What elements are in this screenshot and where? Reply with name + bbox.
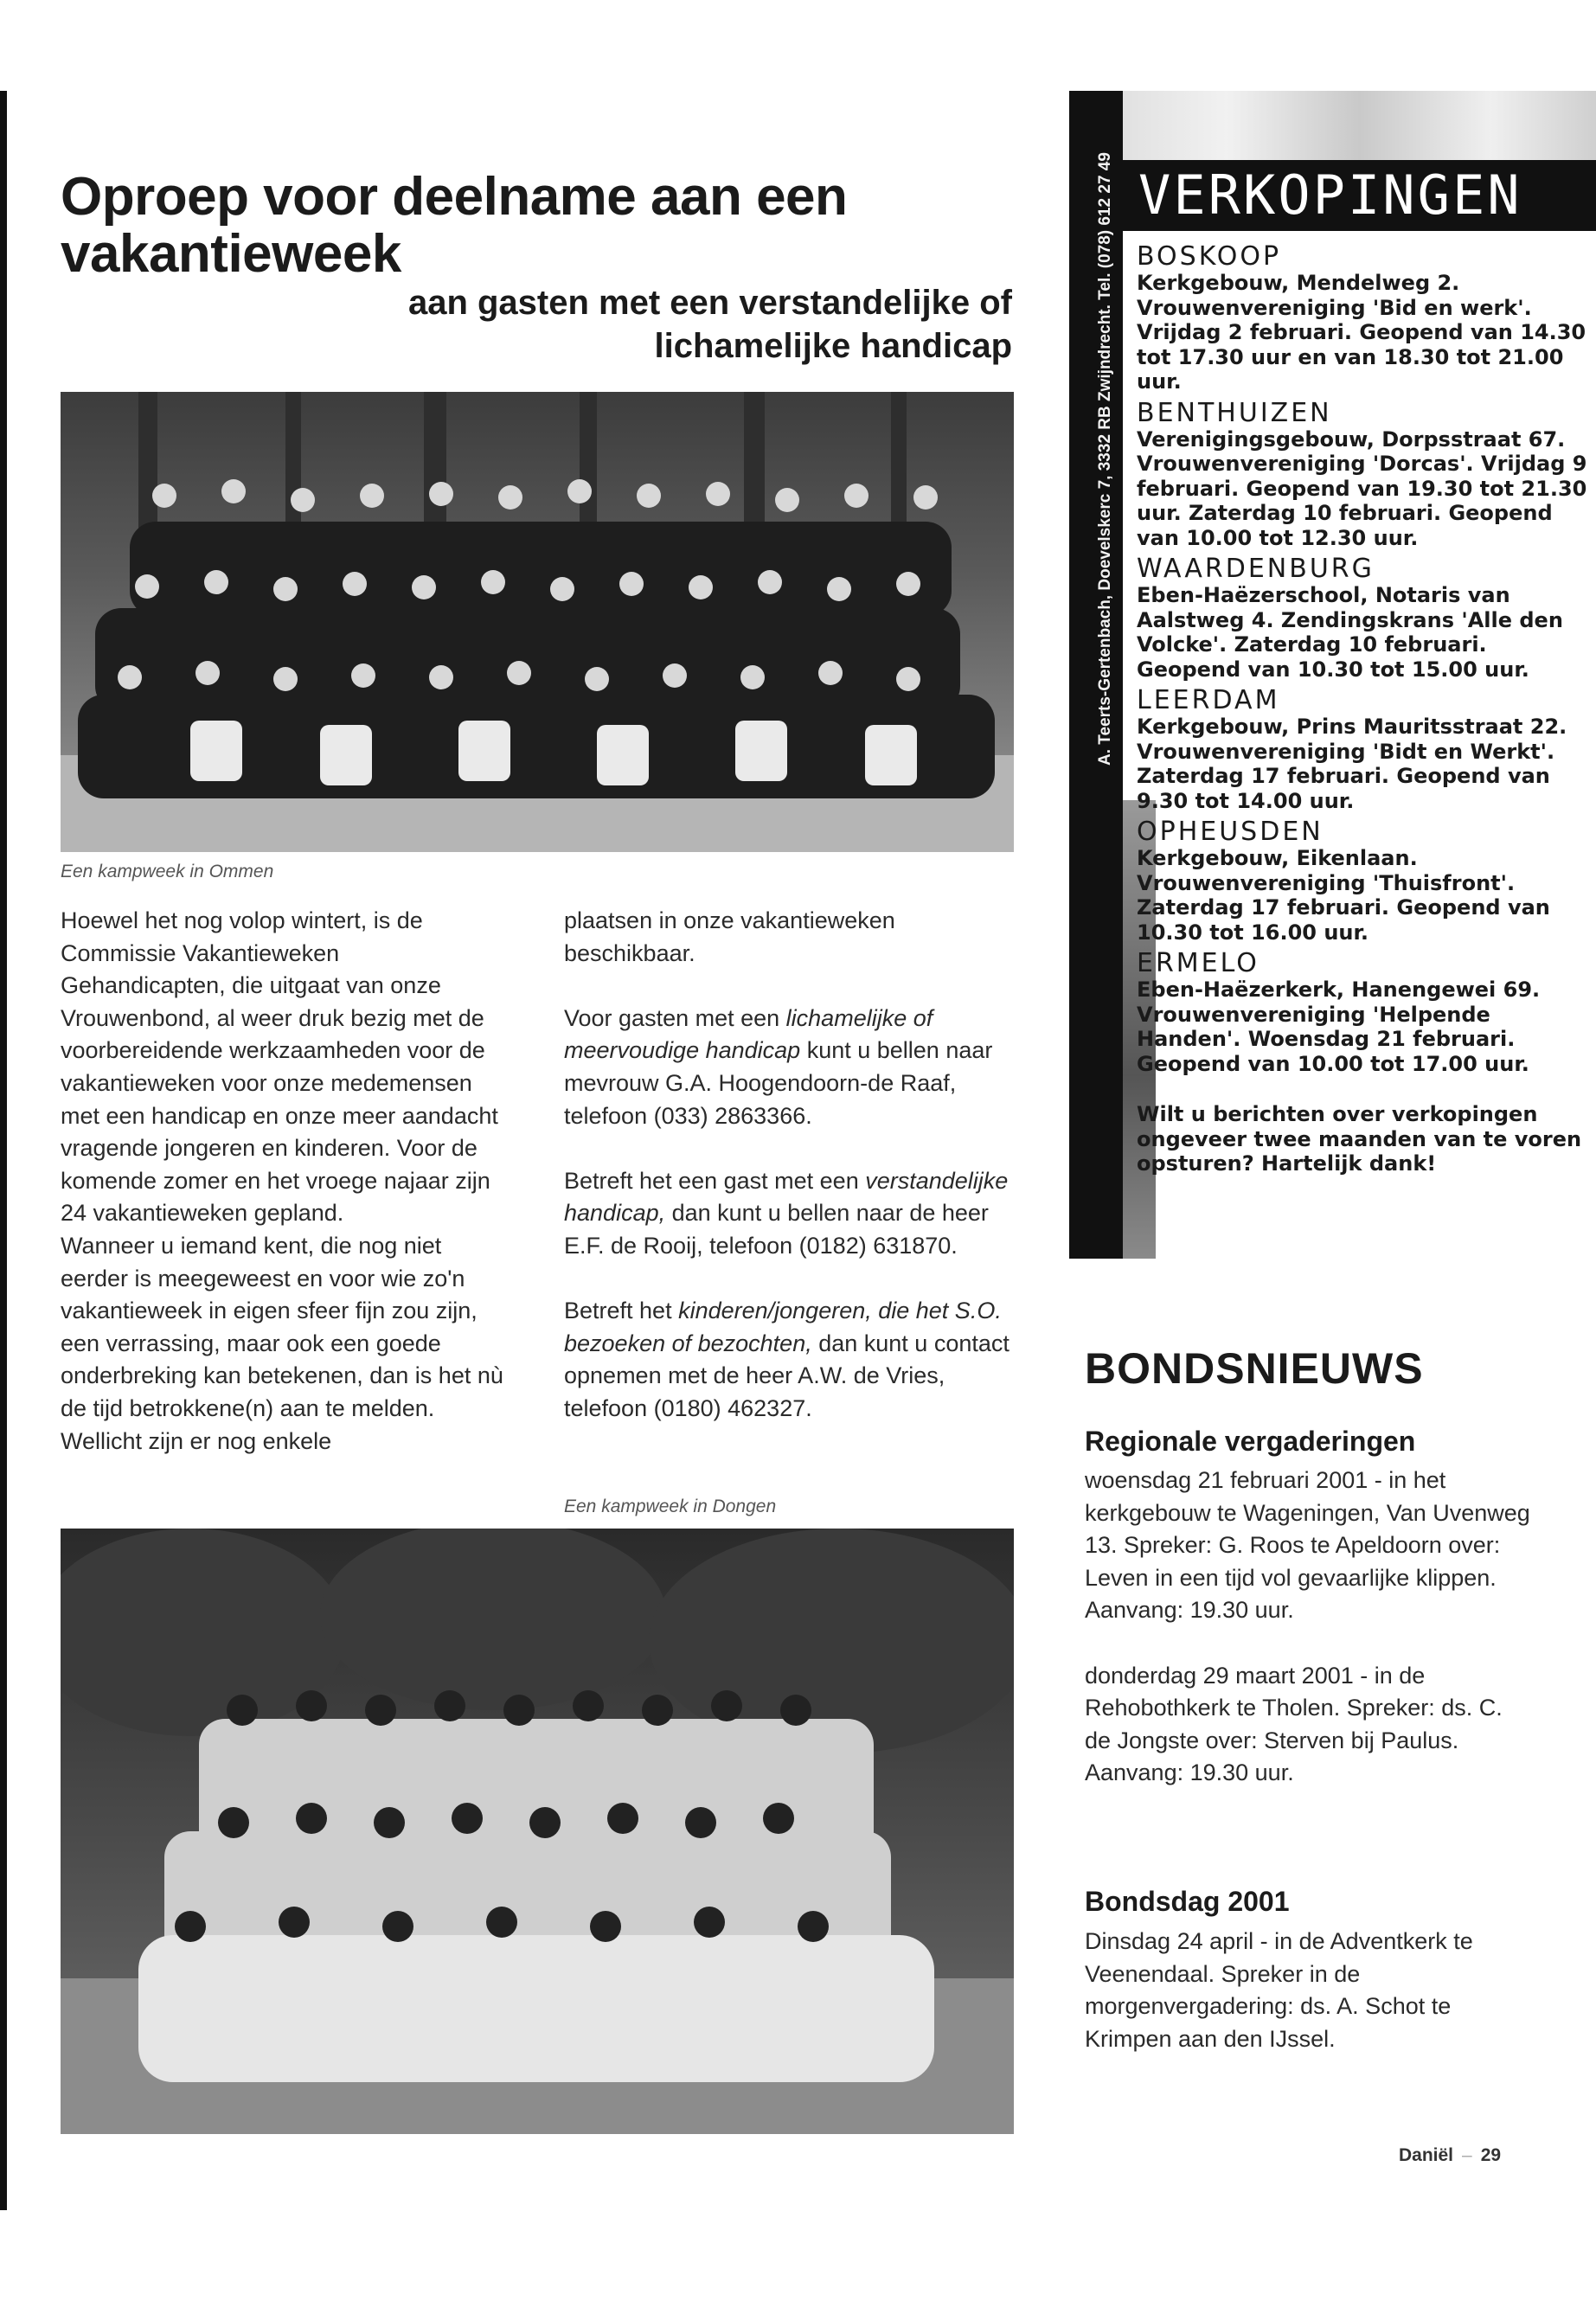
verkoping-place: LEERDAM [1137, 685, 1280, 715]
verkoping-item [1137, 397, 1595, 551]
verkoping-place: BOSKOOP [1137, 241, 1282, 272]
group-photo-ommen [61, 392, 1014, 852]
meeting-entry: woensdag 21 februari 2001 - in het kerkgebouw te Wageningen, Van Uvenweg 13. Spreker: G. Roos te Apeldoorn over: Leven in een tijd vol gevaarlijke klippen. Aanvang: 19.30 uur. [1085, 1467, 1530, 1624]
verkoping-item [1137, 818, 1595, 945]
verkopingen-sidebar [1069, 91, 1596, 1259]
group-figures-2 [138, 1690, 934, 2082]
bondsdag-entry: Dinsdag 24 april - in de Adventkerk te Veenendaal. Spreker in de morgenvergadering: ds. A. Schot te Krimpen aan den IJssel. [1085, 1928, 1473, 2052]
verkoping-item [1137, 243, 1595, 394]
verkopingen-contact-address: A. Teerts-Gertenbach, Doevelskerc 7, 3332 RB Zwijndrecht. Tel. (078) 612 27 49 [1096, 152, 1114, 766]
verkoping-details: Eben-Haëzerkerk, Hanengewei 69. Vrouwenvereniging 'Helpende Handen'. Woensdag 21 februari. Geopend van 10.00 tot 17.00 uur. [1137, 977, 1541, 1076]
article-column-1 [61, 905, 510, 1458]
verkopingen-footer-note: Wilt u berichten over verkopingen ongeveer twee maanden van te voren opsturen? Hartelijk dank! [1137, 1102, 1582, 1176]
article-paragraph: Hoewel het nog volop wintert, is de Commissie Vakantieweken Gehandicapten, die uitgaat van onze Vrouwenbond, al weer druk bezig met de voorbereidende werkzaamheden voor de vakantieweken voor onze medemensen met een handicap en onze meer aandacht vragende jongeren en kinderen. Voor de komende zomer en het vroege najaar zijn 24 vakantieweken gepland. [61, 907, 498, 1227]
contact-physical-handicap: Voor gasten met een lichamelijke of meervoudige handicap kunt u bellen naar mevrouw G.A. Hoogendoorn-de Raaf, telefoon (033) 2863366. [564, 1004, 993, 1129]
verkopingen-top-photo [1069, 91, 1596, 160]
verkoping-place: OPHEUSDEN [1137, 817, 1324, 847]
verkoping-place: ERMELO [1137, 948, 1259, 978]
group-photo-dongen [61, 1529, 1014, 2134]
verkoping-item [1137, 950, 1595, 1076]
photo-caption-dongen: Een kampweek in Dongen [564, 1497, 777, 1516]
verkopingen-list [1137, 238, 1595, 1176]
verkoping-details: Kerkgebouw, Mendelweg 2. Vrouwenvereniging 'Bid en werk'. Vrijdag 2 februari. Geopend van 14.30 tot 17.30 uur en van 18.30 tot 21.00 uur. [1137, 271, 1586, 394]
left-margin-rule [0, 91, 7, 2210]
regional-meetings-heading: Regionale vergaderingen [1085, 1426, 1416, 1457]
verkoping-place: BENTHUIZEN [1137, 397, 1332, 428]
verkoping-details: Kerkgebouw, Prins Mauritsstraat 22. Vrouwenvereniging 'Bidt en Werkt'. Zaterdag 17 februari. Geopend van 9.30 tot 14.00 uur. [1137, 715, 1567, 813]
bondsnieuws-title: BONDSNIEUWS [1085, 1344, 1424, 1393]
page-number: 29 [1480, 2145, 1502, 2165]
photo-caption-ommen: Een kampweek in Ommen [61, 862, 274, 881]
verkoping-details: Verenigingsgebouw, Dorpsstraat 67. Vrouwenvereniging 'Dorcas'. Vrijdag 9 februari. Geopend van 19.30 tot 21.30 uur. Zaterdag 10 februari. Geopend van 10.00 tot 12.30 uur. [1137, 426, 1587, 550]
contact-mental-handicap: Betreft het een gast met een verstandelijke handicap, dan kunt u bellen naar de heer E.F. de Rooij, telefoon (0182) 631870. [564, 1167, 1009, 1259]
verkoping-item [1137, 555, 1595, 682]
page-footer: Daniël – 29 [1399, 2145, 1502, 2165]
verkoping-item [1137, 687, 1595, 813]
regional-meetings-text [1085, 1465, 1535, 1823]
article-paragraph: Wanneer u iemand kent, die nog niet eerder is meegeweest en voor wie zo'n vakantieweek in eigen sfeer fijn zou zijn, een verrassing, maar ook een goede onderbreking kan betekenen, dan is het nù de tijd betrokkene(n) aan te melden. Wellicht zijn er nog enkele [61, 1232, 503, 1454]
verkoping-details: Kerkgebouw, Eikenlaan. Vrouwenvereniging 'Thuisfront'. Zaterdag 17 februari. Geopend van 10.30 tot 16.00 uur. [1137, 846, 1550, 945]
article-subtitle: aan gasten met een verstandelijke of lichamelijke handicap [407, 284, 1012, 365]
article-title: Oproep voor deelname aan een vakantieweek [61, 167, 848, 284]
magazine-name: Daniël [1399, 2145, 1454, 2165]
group-figures-1 [78, 479, 995, 798]
article-paragraph: plaatsen in onze vakantieweken beschikbaar. [564, 907, 895, 966]
bondsdag-text [1085, 1926, 1535, 2088]
meeting-entry: donderdag 29 maart 2001 - in de Rehobothkerk te Tholen. Spreker: ds. C. de Jongste over: Sterven bij Paulus. Aanvang: 19.30 uur. [1085, 1662, 1503, 1786]
article-column-2 [564, 905, 1014, 1458]
verkopingen-header: VERKOPINGEN [1123, 160, 1596, 231]
verkoping-details: Eben-Haëzerschool, Notaris van Aalstweg 4. Zendingskrans 'Alle den Volcke'. Zaterdag 10 februari. Geopend van 10.30 tot 15.00 uur. [1137, 583, 1563, 682]
bondsdag-heading: Bondsdag 2001 [1085, 1886, 1290, 1917]
verkoping-place: WAARDENBURG [1137, 554, 1375, 584]
contact-children: Betreft het kinderen/jongeren, die het S.O. bezoeken of bezochten, dan kunt u contact opnemen met de heer A.W. de Vries, telefoon (0180) 462327. [564, 1298, 1010, 1421]
